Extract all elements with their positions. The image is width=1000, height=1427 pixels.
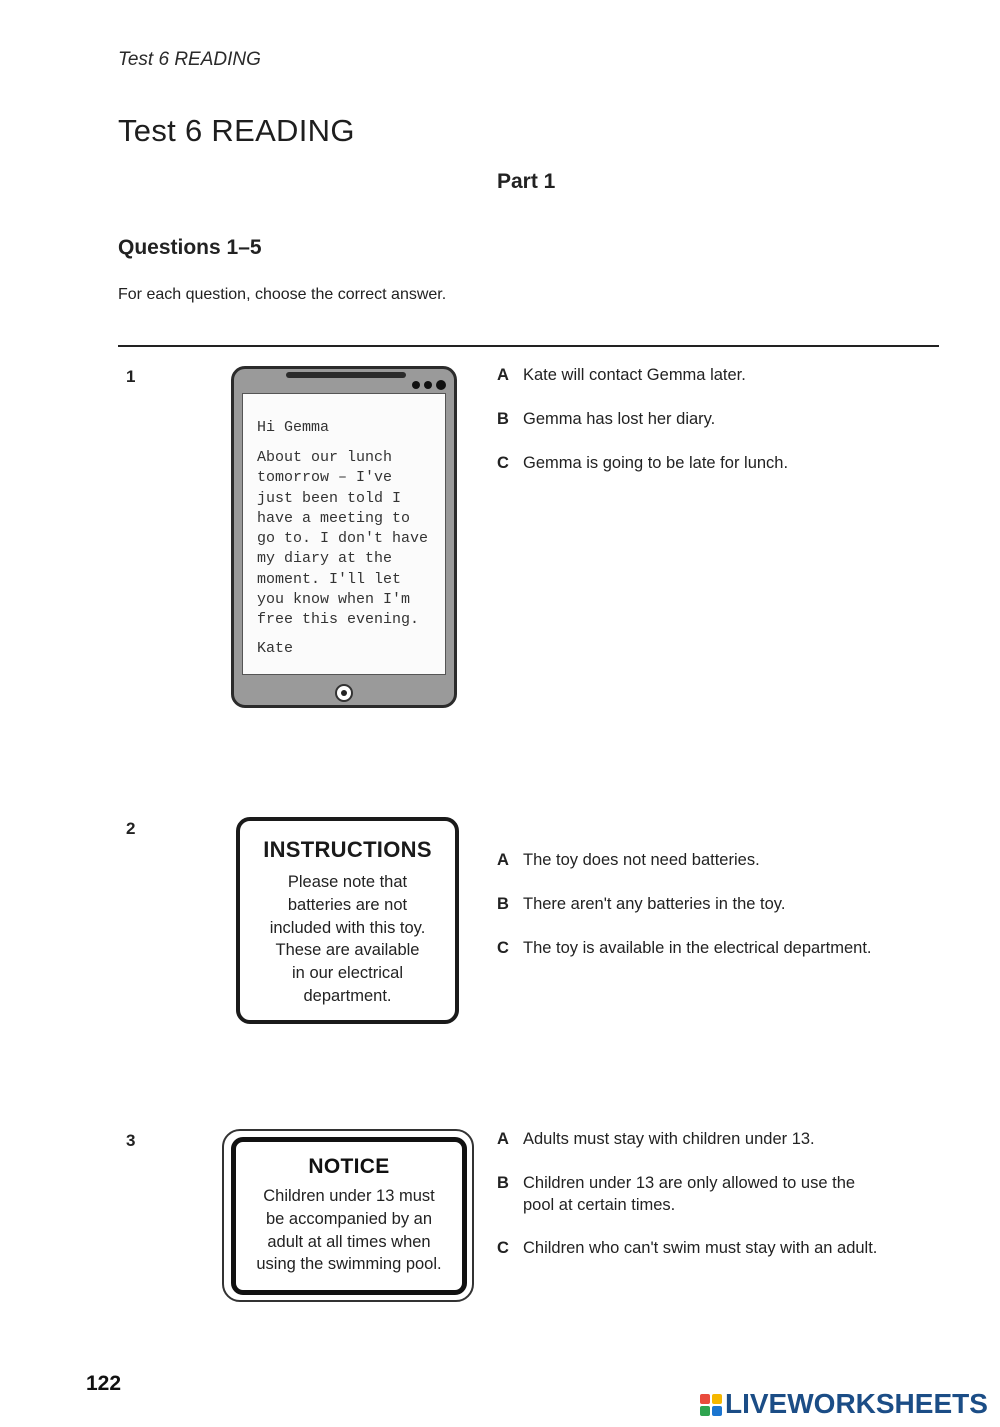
option-letter: B <box>497 895 509 913</box>
option-letter: C <box>497 454 509 472</box>
option-3b[interactable] <box>497 1172 855 1216</box>
option-letter: A <box>497 851 509 869</box>
camera-dot-icon <box>424 381 432 389</box>
option-text: Kate will contact Gemma later. <box>523 366 746 384</box>
option-letter: C <box>497 939 509 957</box>
page-title: Test 6 READING <box>118 113 355 148</box>
page-number: 122 <box>86 1372 122 1395</box>
option-letter: A <box>497 366 509 384</box>
option-text <box>523 1172 855 1216</box>
part-title: Part 1 <box>497 170 556 193</box>
sign-line: using the swimming pool. <box>256 1255 442 1274</box>
message-body <box>257 448 445 631</box>
camera-dot-icon <box>412 381 420 389</box>
message-greeting: Hi Gemma <box>257 419 330 436</box>
option-letter: B <box>497 1174 509 1192</box>
option-2c[interactable] <box>497 937 872 959</box>
message-line: go to. I don't have <box>257 530 429 548</box>
option-letter: A <box>497 1130 509 1148</box>
sign-line: These are available <box>275 941 420 960</box>
message-line: just been told I <box>257 489 402 507</box>
sign-line: batteries are not <box>287 895 408 914</box>
option-3a[interactable] <box>497 1128 815 1150</box>
sign-line: in our electrical <box>292 964 403 983</box>
sign-line: included with this toy. <box>269 918 426 937</box>
option-1b[interactable] <box>497 408 715 430</box>
sign-line: adult at all times when <box>267 1232 431 1251</box>
option-2b[interactable] <box>497 893 785 915</box>
message-line: you know when I'm <box>257 591 411 609</box>
option-text: There aren't any batteries in the toy. <box>523 895 786 913</box>
message-signoff: Kate <box>257 640 294 657</box>
sign-body <box>236 1185 462 1276</box>
sign-line: Children under 13 must <box>263 1187 435 1205</box>
message-line: moment. I'll let <box>257 570 402 588</box>
option-text: The toy is available in the electrical department. <box>523 939 872 957</box>
questions-heading: Questions 1–5 <box>118 236 262 259</box>
sign-line: department. <box>303 986 392 1005</box>
option-3c[interactable] <box>497 1237 877 1259</box>
message-line: About our lunch <box>257 449 393 466</box>
sign-line: be accompanied by an <box>265 1209 433 1228</box>
phone-speaker <box>286 372 406 378</box>
option-text: The toy does not need batteries. <box>523 851 760 869</box>
instruction-text: For each question, choose the correct answer. <box>118 286 447 303</box>
option-letter: C <box>497 1239 509 1257</box>
option-text-line: Children under 13 are only allowed to use the <box>523 1174 856 1192</box>
question-number: 1 <box>126 367 136 386</box>
message-line: free this evening. <box>257 611 420 629</box>
option-text: Gemma has lost her diary. <box>523 410 716 428</box>
option-text: Adults must stay with children under 13. <box>523 1130 815 1148</box>
message-line: tomorrow – I've <box>257 469 393 487</box>
phone-screen <box>242 393 446 675</box>
brand-name[interactable]: LIVEWORKSHEETS <box>725 1388 988 1419</box>
message-line: have a meeting to <box>257 509 411 527</box>
option-text: Children who can't swim must stay with an adult. <box>523 1239 878 1257</box>
camera-dot-icon <box>436 380 446 390</box>
sign-title: INSTRUCTIONS <box>263 837 432 862</box>
question-number: 2 <box>126 819 136 838</box>
option-text-line: pool at certain times. <box>523 1196 676 1214</box>
option-letter: B <box>497 410 509 428</box>
option-text: Gemma is going to be late for lunch. <box>523 454 789 472</box>
question-number: 3 <box>126 1131 136 1150</box>
sign-body <box>240 871 455 1008</box>
option-1a[interactable] <box>497 364 746 386</box>
home-button-icon <box>335 684 353 702</box>
instructions-sign <box>236 817 459 1024</box>
option-2a[interactable] <box>497 849 760 871</box>
option-1c[interactable] <box>497 452 788 474</box>
liveworksheets-logo-icon <box>700 1394 722 1416</box>
running-head: Test 6 READING <box>118 49 261 70</box>
phone-illustration <box>231 366 457 708</box>
sign-line: Please note that <box>287 873 408 891</box>
divider-rule <box>118 345 939 347</box>
message-line: my diary at the <box>257 550 393 568</box>
notice-sign <box>231 1137 467 1295</box>
sign-title: NOTICE <box>308 1155 390 1178</box>
